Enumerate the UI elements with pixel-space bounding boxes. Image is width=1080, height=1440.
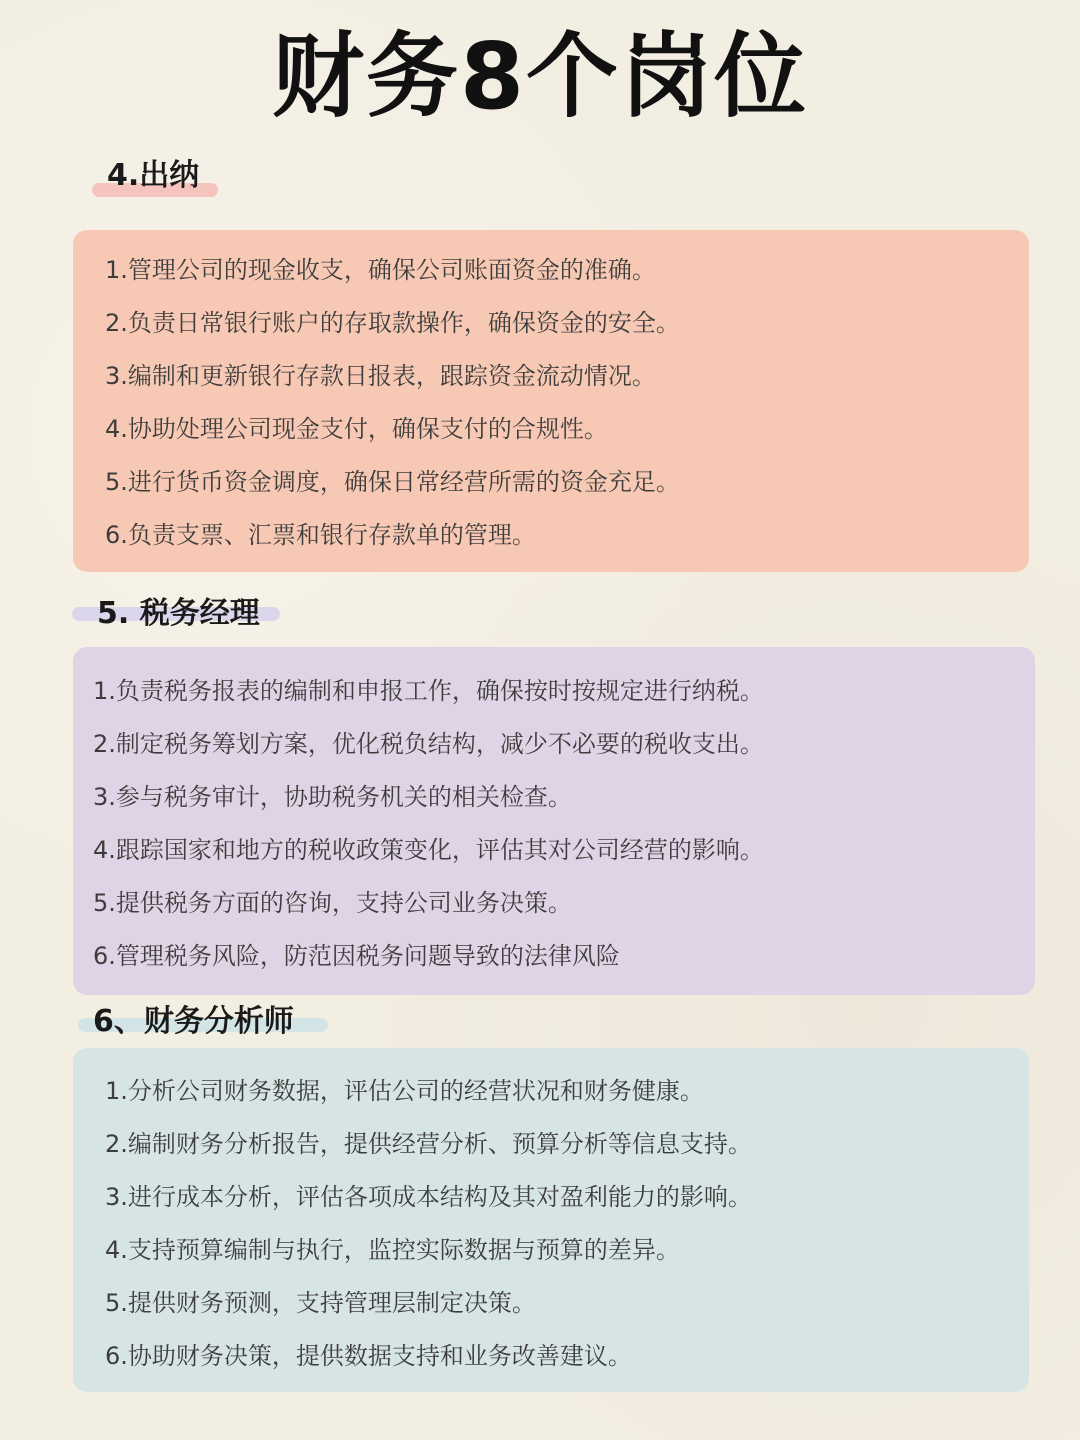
list-item: 2.负责日常银行账户的存取款操作，确保资金的安全。	[105, 309, 680, 337]
tax-manager-duties-list	[93, 665, 1035, 983]
cashier-duties-list	[105, 244, 1029, 562]
list-item: 5.进行货币资金调度，确保日常经营所需的资金充足。	[105, 468, 680, 496]
list-item: 6.负责支票、汇票和银行存款单的管理。	[105, 521, 536, 549]
list-item: 4.跟踪国家和地方的税收政策变化，评估其对公司经营的影响。	[93, 836, 764, 864]
section-heading-financial-analyst: 6、财务分析师	[93, 1004, 294, 1039]
list-item: 4.支持预算编制与执行，监控实际数据与预算的差异。	[105, 1236, 680, 1264]
section-heading-tax-manager: 5. 税务经理	[97, 596, 260, 631]
list-item: 5.提供税务方面的咨询，支持公司业务决策。	[93, 889, 572, 917]
list-item: 3.编制和更新银行存款日报表，跟踪资金流动情况。	[105, 362, 656, 390]
list-item: 3.进行成本分析，评估各项成本结构及其对盈利能力的影响。	[105, 1183, 752, 1211]
list-item: 5.提供财务预测，支持管理层制定决策。	[105, 1289, 536, 1317]
section-heading-cashier: 4.出纳	[107, 158, 200, 193]
list-item: 2.制定税务筹划方案，优化税负结构，减少不必要的税收支出。	[93, 730, 764, 758]
list-item: 3.参与税务审计，协助税务机关的相关检查。	[93, 783, 572, 811]
list-item: 6.管理税务风险，防范因税务问题导致的法律风险	[93, 942, 620, 970]
list-item: 4.协助处理公司现金支付，确保支付的合规性。	[105, 415, 608, 443]
list-item: 1.负责税务报表的编制和申报工作，确保按时按规定进行纳税。	[93, 677, 764, 705]
financial-analyst-duties-card	[73, 1048, 1029, 1392]
page-title: 财务8个岗位	[271, 23, 808, 130]
financial-analyst-duties-list	[105, 1065, 1029, 1383]
list-item: 1.分析公司财务数据，评估公司的经营状况和财务健康。	[105, 1077, 704, 1105]
cashier-duties-card	[73, 230, 1029, 572]
list-item: 2.编制财务分析报告，提供经营分析、预算分析等信息支持。	[105, 1130, 752, 1158]
list-item: 6.协助财务决策，提供数据支持和业务改善建议。	[105, 1342, 632, 1370]
tax-manager-duties-card	[73, 647, 1035, 995]
list-item: 1.管理公司的现金收支，确保公司账面资金的准确。	[105, 256, 656, 284]
